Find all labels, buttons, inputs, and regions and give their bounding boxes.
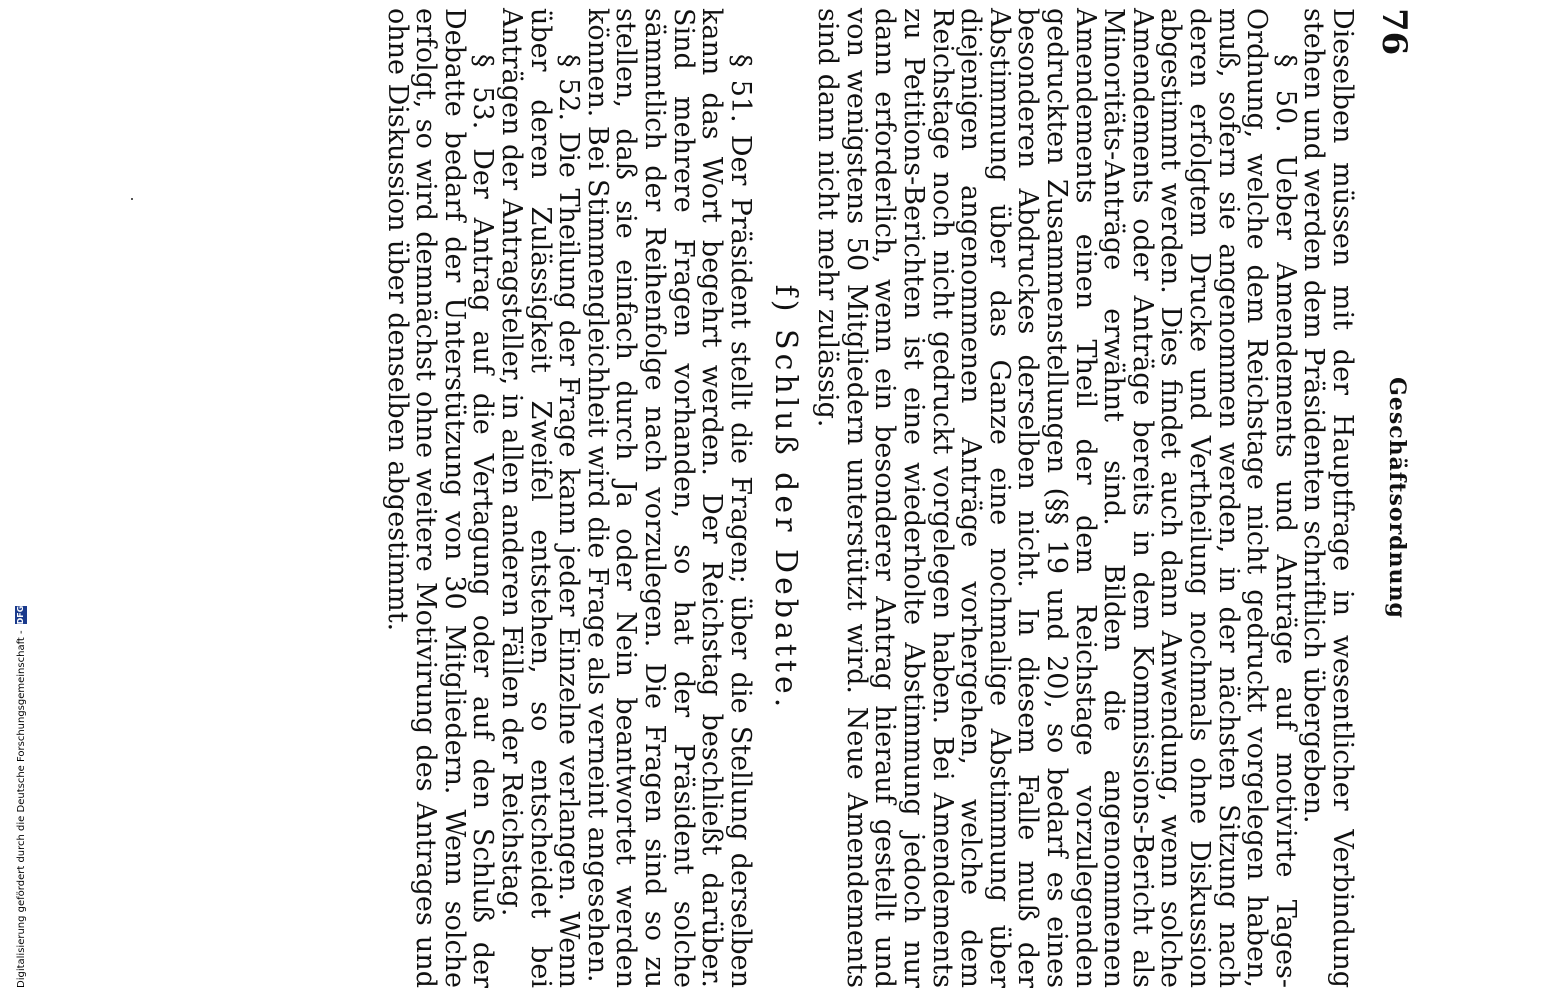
running-head [1356,8,1414,988]
funding-footer [14,0,28,988]
paragraph-section-51: § 51. Der Präsident stellt die Fragen; über die Stellung derselben kann das Wort begehrt werden. Der Reichstag beschließt darüber. Sind mehrere Fragen vorhanden, so hat der Präsident solche sämmtlich der Reihenfolge nach vorzulegen. Die Fragen sind so zu stellen, daß sie einfach durch Ja oder Nein beantwortet werden können. Bei Stimmengleichheit wird die Frage als verneint angesehen. [581,8,756,988]
dfg-logo: DFG [16,605,25,625]
paragraph-continuation: Dieselben müssen mit der Hauptfrage in wesentlicher Verbindung stehen und werden dem Präsidenten schriftlich übergeben. [1298,8,1358,988]
document-page [284,8,1414,988]
paragraph-section-52: § 52. Die Theilung der Frage kann jeder Einzelne verlangen. Wenn über deren Zulässigkeit Zweifel entstehen, so entscheidet bei Anträgen der Antragsteller, in allen anderen Fällen der Reichstag. [495,8,585,988]
paragraph-section-50: § 50. Ueber Amendements und Anträge auf motivirte Tages-Ordnung, welche dem Reichstage nicht gedruckt vorgelegen haben, muß, sofern sie angenommen werden, in der nächsten Sitzung nach deren erfolgtem Drucke und Vertheilung nochmals ohne Diskussion abgestimmt werden. Dies findet auch dann Anwendung, wenn solche Amendements oder Anträge bereits in dem Kommissions-Bericht als Minoritäts-Anträge erwähnt sind. Bilden die angenommenen Amendements einen Theil der dem Reichstage vorzulegenden gedruckten Zusammenstellungen (§§ 19 und 20), so bedarf es eines besonderen Abdruckes derselben nicht. In diesem Falle muß der Abstimmung über das Ganze eine nochmalige Abstimmung über diejenigen angenommenen Anträge vorhergehen, welche dem Reichstage noch nicht gedruckt vorgelegen haben. Bei Amendements zu Petitions-Berichten ist eine wiederholte Abstimmung jedoch nur dann erforderlich, wenn ein besonderer Antrag hierauf gestellt und von wenigstens 50 Mitgliedern unterstützt wird. Neue Amendements sind dann nicht mehr zulässig. [812,8,1301,988]
scan-speck [131,198,133,200]
page-number: 76 [1374,8,1414,56]
section-heading: f) Schluß der Debatte. [767,284,803,712]
rotated-page-container [114,0,1414,988]
footer-text: Digitalisierung gefördert durch die Deutsche Forschungsgemeinschaft - [15,630,27,988]
header-title: Geschäftsordnung [1384,377,1410,619]
paragraph-section-53: § 53. Der Antrag auf die Vertagung oder auf den Schluß der Debatte bedarf der Unterstützung von 30 Mitgliedern. Wenn solche erfolgt, so wird demnächst ohne weitere Motivirung des Antrages und ohne Diskussion über denselben abgestimmt. [381,8,499,988]
